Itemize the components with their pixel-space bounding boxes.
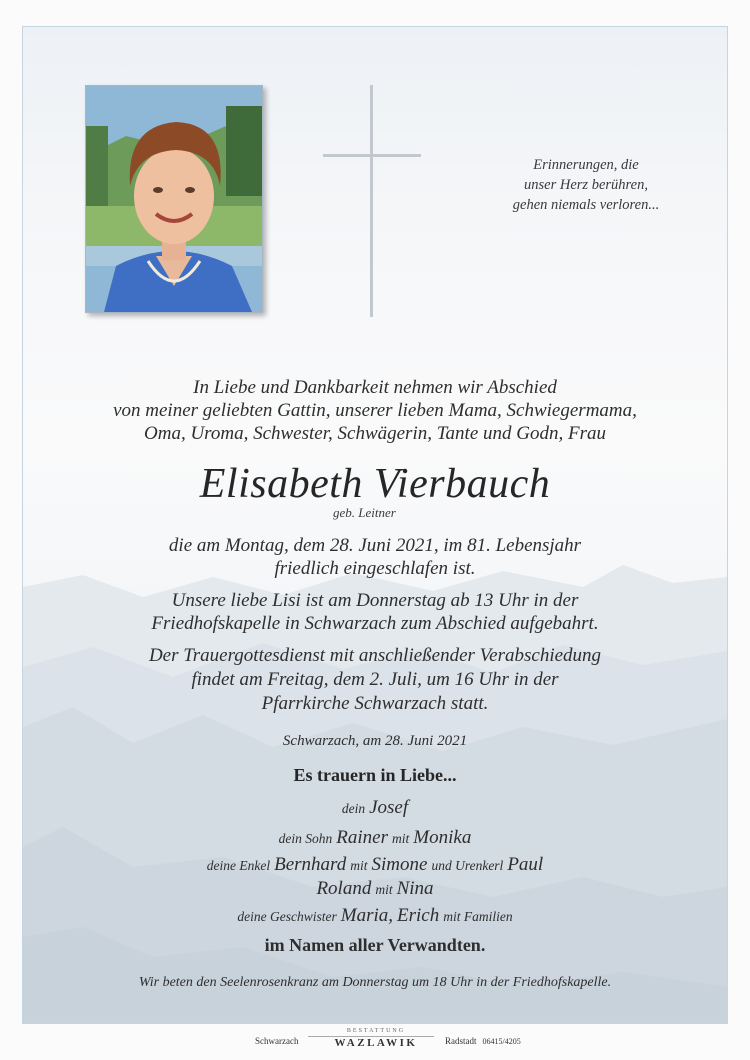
portrait-photo bbox=[85, 85, 263, 313]
viewing-notice: Unsere liebe Lisi ist am Donnerstag ab 13 Uhr in der Friedhofskapelle in Schwarzach zum Abschied aufgebahrt. bbox=[151, 590, 599, 634]
intro-text: In Liebe und Dankbarkeit nehmen wir Abschied von meiner geliebten Gattin, unserer lieben Mama, Schwiegermama, Oma, Uroma, Schwester, Schwägerin, Tante und Godn, Frau bbox=[113, 377, 637, 444]
maiden-name: geb. Leitner bbox=[333, 505, 396, 520]
mourner-son: dein Sohn Rainer mit Monika bbox=[278, 827, 472, 848]
footer-location-left: Schwarzach bbox=[255, 1036, 299, 1046]
all-relatives: im Namen aller Verwandten. bbox=[264, 935, 486, 955]
death-notice: die am Montag, dem 28. Juni 2021, im 81. Lebensjahr friedlich eingeschlafen ist. bbox=[168, 535, 582, 579]
funeral-service-notice: Der Trauergottesdienst mit anschließender Verabschiedung findet am Freitag, dem 2. Juli, um 16 Uhr in der Pfarrkirche Schwarzach statt. bbox=[148, 645, 602, 714]
mourners-list bbox=[23, 793, 727, 931]
footer-phone: 06415/4205 bbox=[482, 1037, 521, 1046]
cross-vertical bbox=[370, 85, 373, 317]
footer-brand-subtitle: BESTATTUNG bbox=[346, 1028, 406, 1034]
deceased-name: Elisabeth Vierbauch bbox=[199, 461, 551, 507]
obituary-card bbox=[22, 26, 728, 1024]
mourner-siblings: deine Geschwister Maria, Erich mit Familien bbox=[237, 905, 513, 926]
memorial-quote: Erinnerungen, die unser Herz berühren, gehen niemals verloren... bbox=[512, 157, 660, 213]
mourners-title: Es trauern in Liebe... bbox=[293, 765, 457, 785]
mourner-grandchildren-2: Roland mit Nina bbox=[316, 878, 434, 899]
cross-horizontal bbox=[323, 154, 421, 157]
mourner-husband: dein Josef bbox=[341, 797, 409, 818]
mourner-grandchildren-1: deine Enkel Bernhard mit Simone und Urenkerl Paul bbox=[206, 854, 544, 875]
footer-brand: WAZLAWIK bbox=[334, 1037, 418, 1049]
footer bbox=[0, 1026, 750, 1060]
footer-location-right: Radstadt 06415/4205 bbox=[445, 1036, 521, 1046]
place-date: Schwarzach, am 28. Juni 2021 bbox=[282, 733, 468, 749]
rosary-notice: Wir beten den Seelenrosenkranz am Donnerstag um 18 Uhr in der Friedhofskapelle. bbox=[138, 975, 612, 990]
